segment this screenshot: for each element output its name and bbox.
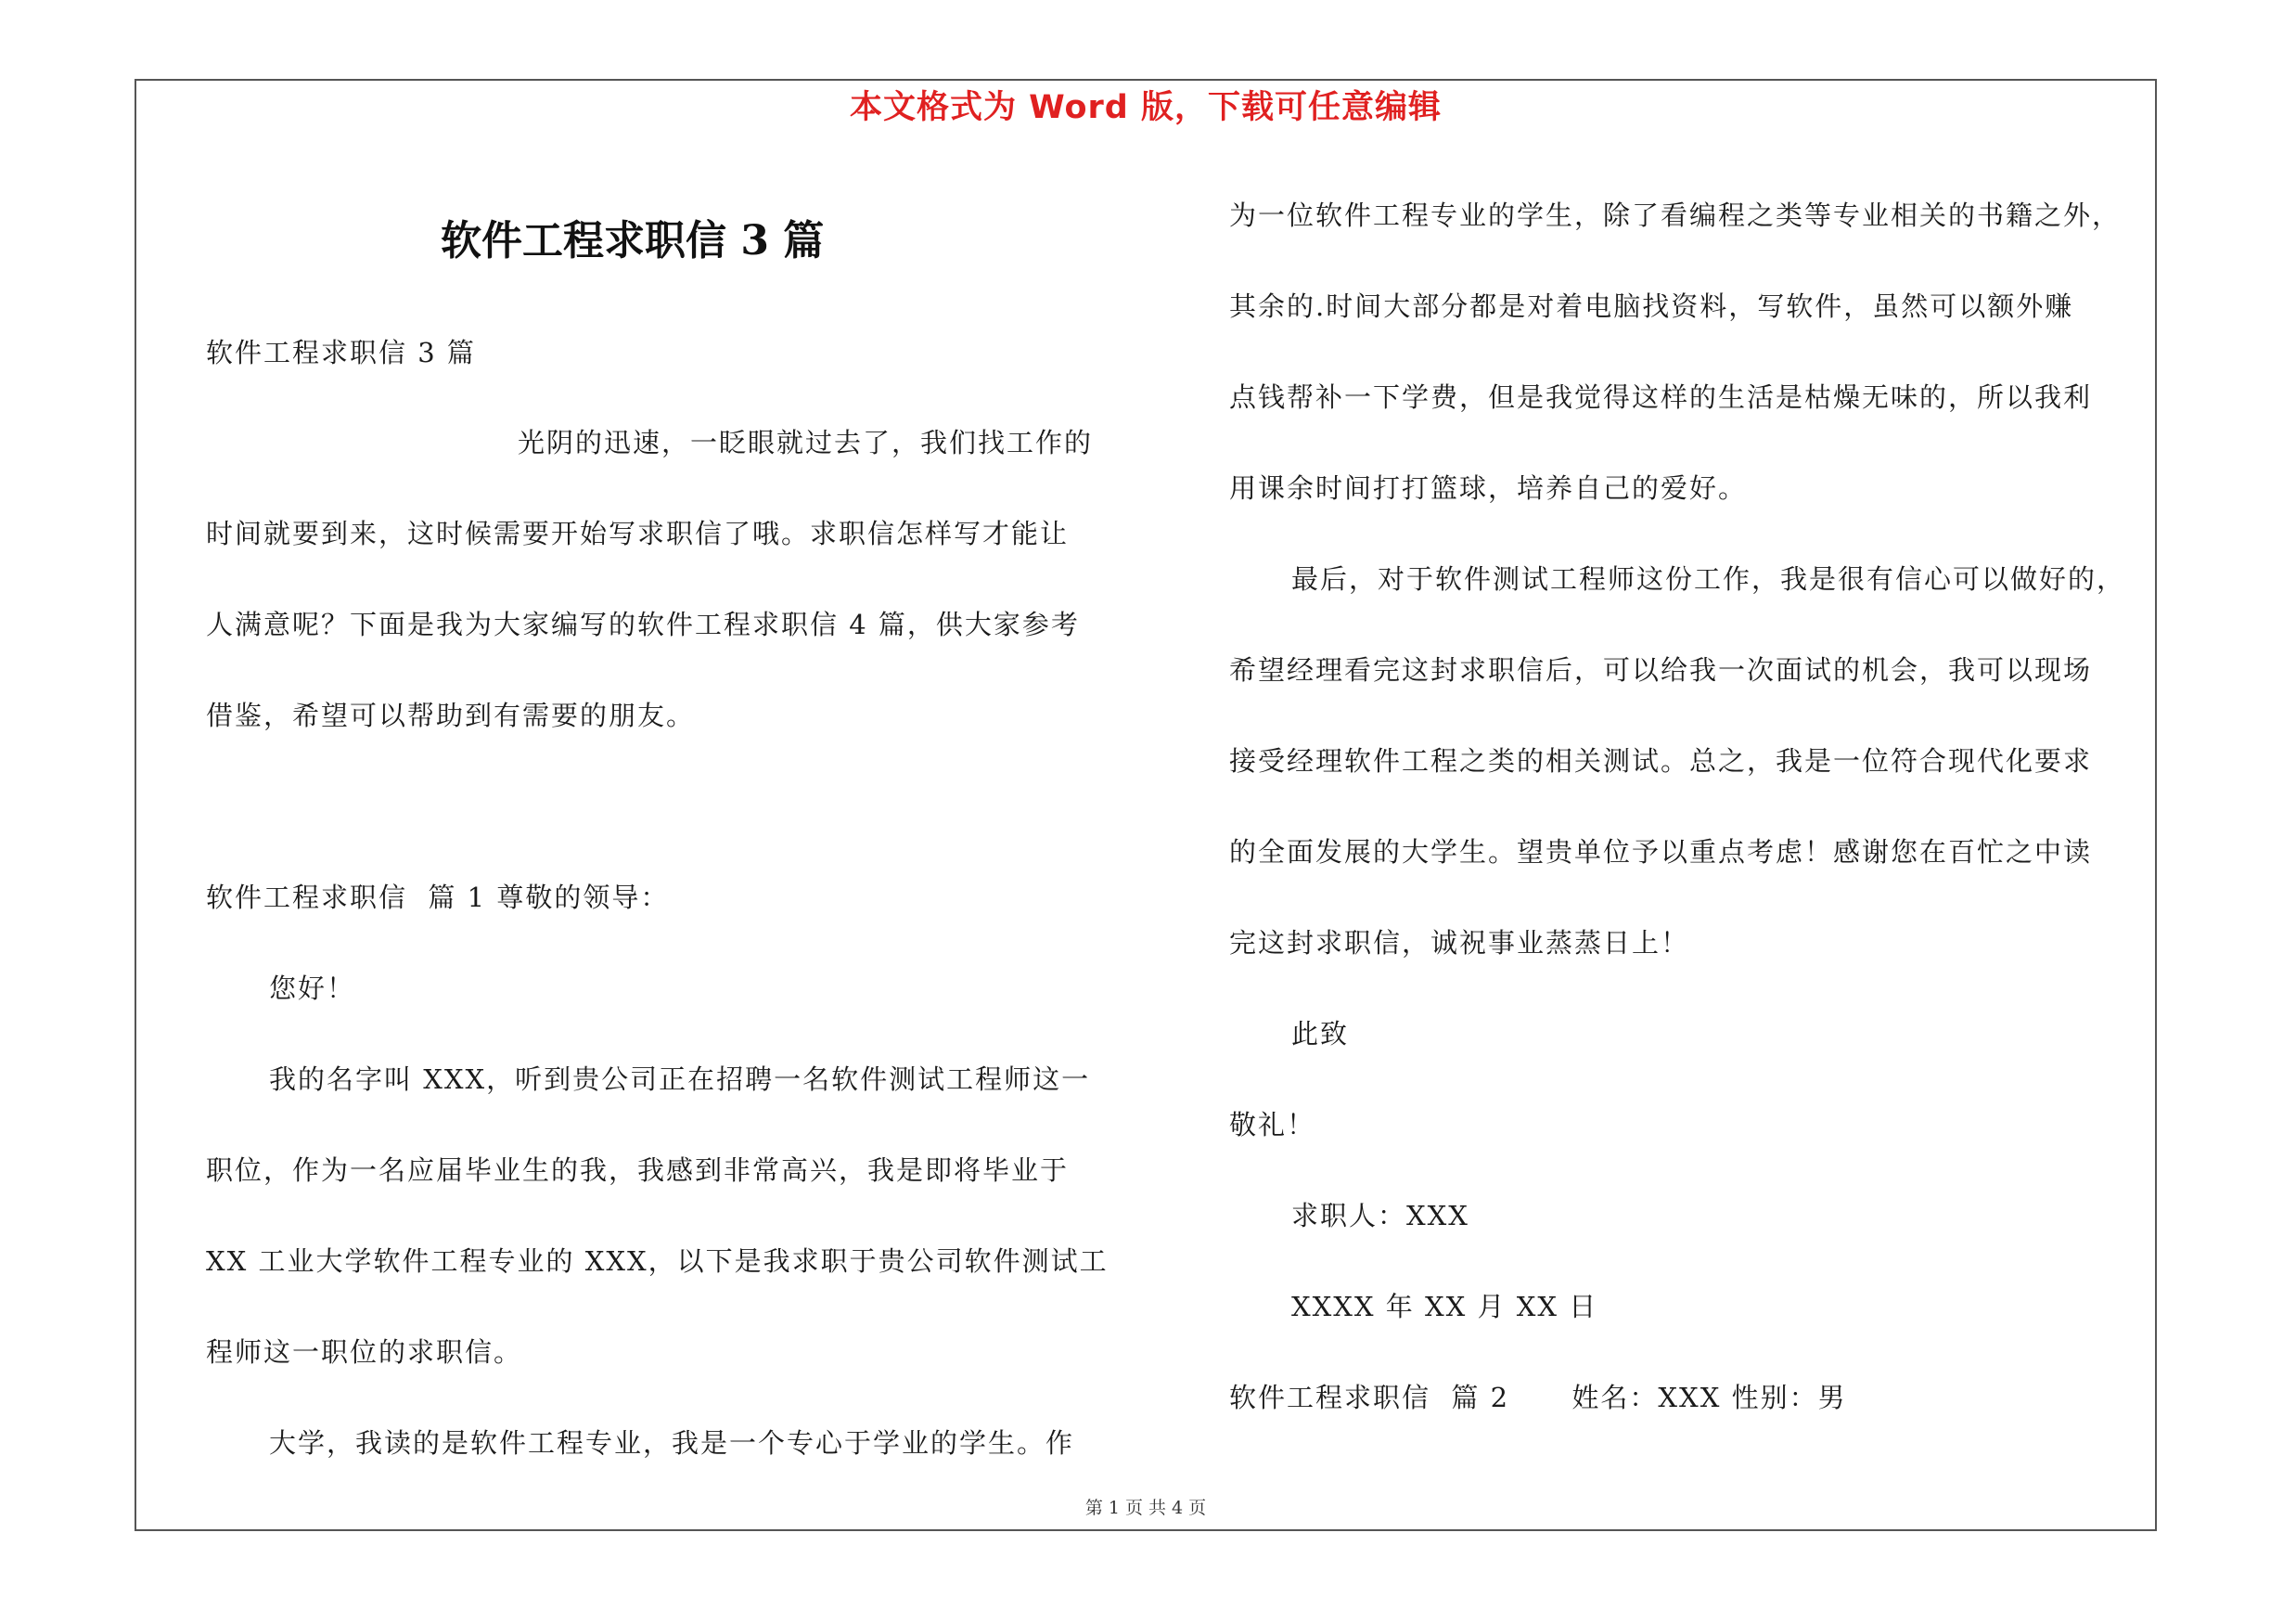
left-line-body-5: 大学，我读的是软件工程专业，我是一个专心于学业的学生。作: [269, 1427, 1075, 1459]
left-line-body-2: 职位，作为一名应届毕业生的我，我感到非常高兴，我是即将毕业于: [206, 1154, 1070, 1186]
editable-notice-banner: 本文格式为 Word 版，下载可任意编辑: [849, 89, 1443, 126]
right-line-applicant: 求职人：XXX: [1291, 1200, 1469, 1231]
right-line-8: 的全面发展的大学生。望贵单位予以重点考虑！感谢您在百忙之中读: [1229, 836, 2093, 868]
page-number-footer: 第 1 页 共 4 页: [1084, 1498, 1207, 1518]
right-line-7: 接受经理软件工程之类的相关测试。总之，我是一位符合现代化要求: [1229, 745, 2093, 777]
right-line-9: 完这封求职信，诚祝事业蒸蒸日上！: [1229, 927, 1690, 959]
left-line-body-3: XX 工业大学软件工程专业的 XXX，以下是我求职于贵公司软件测试工: [206, 1245, 1109, 1277]
left-line-intro-2: 时间就要到来，这时候需要开始写求职信了哦。求职信怎样写才能让: [206, 518, 1070, 549]
left-line-body-1: 我的名字叫 XXX，听到贵公司正在招聘一名软件测试工程师这一: [269, 1063, 1091, 1095]
left-line-intro-4: 借鉴，希望可以帮助到有需要的朋友。: [206, 700, 696, 731]
left-line-intro-3: 人满意呢？下面是我为大家编写的软件工程求职信 4 篇，供大家参考: [206, 609, 1080, 640]
left-line-intro-1: 光阴的迅速，一眨眼就过去了，我们找工作的: [518, 427, 1094, 458]
right-line-closing: 此致: [1291, 1018, 1350, 1050]
right-line-2: 其余的.时间大部分都是对着电脑找资料，写软件，虽然可以额外赚: [1229, 290, 2074, 322]
left-line-body-4: 程师这一职位的求职信。: [206, 1336, 523, 1368]
right-line-6: 希望经理看完这封求职信后，可以给我一次面试的机会，我可以现场: [1229, 654, 2093, 686]
right-line-date: XXXX 年 XX 月 XX 日: [1291, 1291, 1598, 1322]
left-line-letter-heading: 软件工程求职信 篇 1 尊敬的领导：: [206, 882, 670, 913]
document-title: 软件工程求职信 3 篇: [441, 217, 825, 264]
left-line-subtitle: 软件工程求职信 3 篇: [206, 337, 476, 368]
right-line-5: 最后，对于软件测试工程师这份工作，我是很有信心可以做好的，: [1291, 563, 2126, 595]
right-line-letter2-heading: 软件工程求职信 篇 2 姓名：XXX 性别：男: [1229, 1382, 1847, 1413]
right-line-1: 为一位软件工程专业的学生，除了看编程之类等专业相关的书籍之外，: [1229, 200, 2122, 231]
right-line-3: 点钱帮补一下学费，但是我觉得这样的生活是枯燥无味的，所以我利: [1229, 381, 2093, 413]
left-line-greeting: 您好！: [269, 973, 356, 1004]
right-line-salute: 敬礼！: [1229, 1109, 1316, 1140]
right-line-4: 用课余时间打打篮球，培养自己的爱好。: [1229, 472, 1748, 504]
